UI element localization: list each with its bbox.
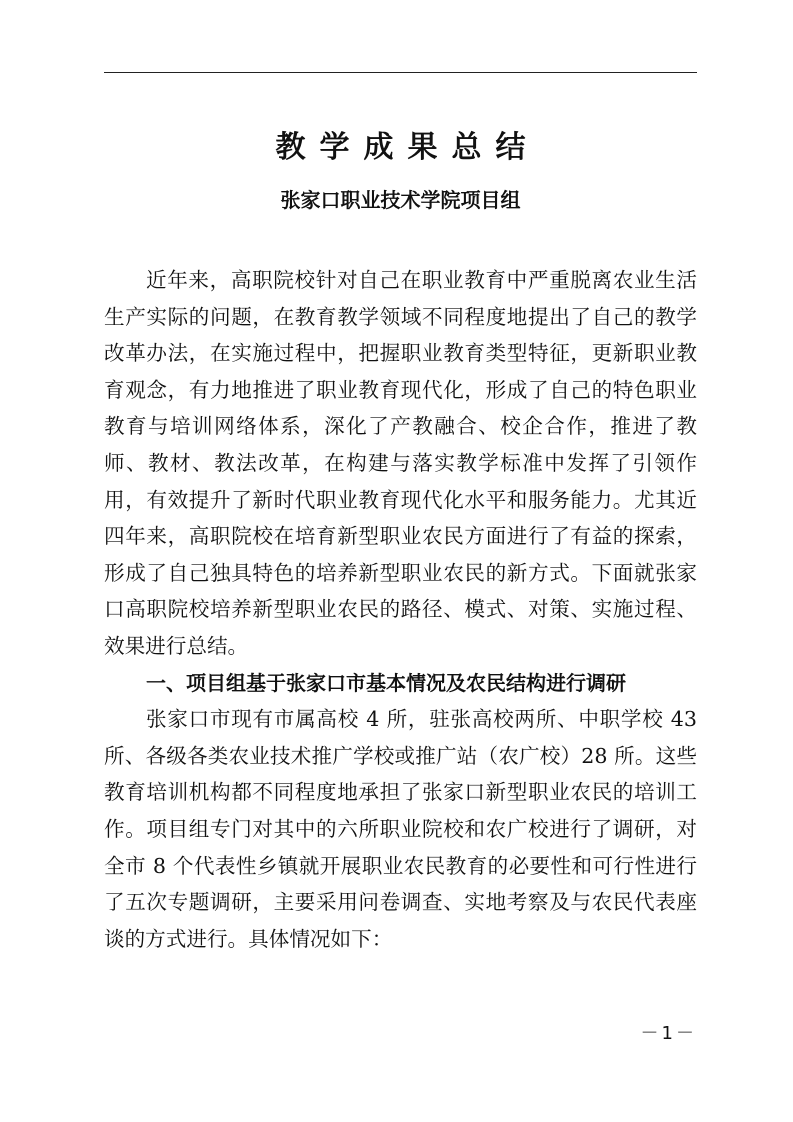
intro-paragraph: 近年来，高职院校针对自己在职业教育中严重脱离农业生活生产实际的问题，在教育教学领域不同程度地提出了自己的教学改革办法，在实施过程中，把握职业教育类型特征，更新职业教育观念，有力地推进了职业教育现代化，形成了自己的特色职业教育与培训网络体系，深化了产教融合、校企合作，推进了教师、教材、教法改革，在构建与落实教学标准中发挥了引领作用，有效提升了新时代职业教育现代化水平和服务能力。尤其近四年来，高职院校在培育新型职业农民方面进行了有益的探索，形成了自己独具特色的培养新型职业农民的新方式。下面就张家口高职院校培养新型职业农民的路径、模式、对策、实施过程、效果进行总结。 bbox=[104, 268, 697, 658]
document-subtitle: 张家口职业技术学院项目组 bbox=[280, 188, 521, 212]
page-number: －1－ bbox=[640, 1023, 697, 1044]
header-rule bbox=[104, 72, 697, 73]
document-title: 教学成果总结 bbox=[275, 130, 540, 165]
body-text bbox=[104, 262, 697, 957]
section-heading: 一、项目组基于张家口市基本情况及农民结构进行调研 bbox=[146, 670, 626, 695]
section-paragraph: 张家口市现有市属高校 4 所，驻张高校两所、中职学校 43 所、各级各类农业技术推广学校或推广站（农广校）28 所。这些教育培训机构都不同程度地承担了张家口新型职业农民的培训工作。项目组专门对其中的六所职业院校和农广校进行了调研，对全市 8 个代表性乡镇就开展职业农民教育的必要性和可行性进行了五次专题调研，主要采用问卷调查、实地考察及与农民代表座谈的方式进行。具体情况如下： bbox=[104, 707, 697, 951]
